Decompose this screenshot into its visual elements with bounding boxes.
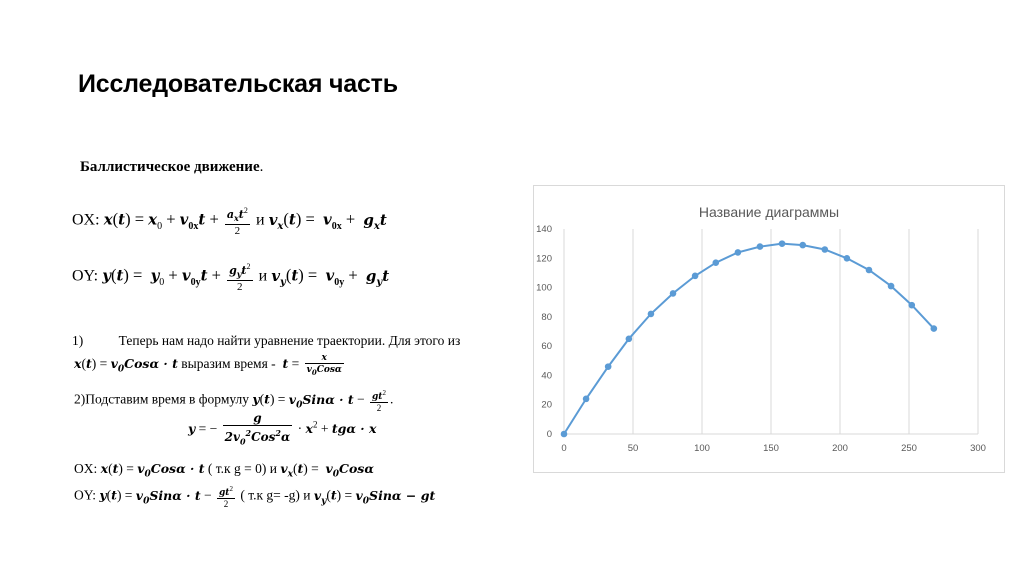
step2-fraction: $\frac{gt^2}{2}$: [372, 389, 386, 413]
y-tick-label: 80: [541, 311, 552, 323]
step2-line: 2)Подставим время в формулу $y(t) = v_0Sin\alpha \cdot t$ − $\frac{gt^2}{2}$ .: [74, 389, 394, 413]
data-point: [735, 249, 742, 256]
y-tick-label: 20: [541, 399, 552, 411]
x-tick-label: 100: [694, 443, 710, 454]
series-points: [561, 240, 937, 437]
ox-result: OX: $x(t) = v_0Cos\alpha \cdot t$ ( т.к g = 0) и $v_x(t) = v_0Cos\alpha$: [74, 461, 374, 480]
oy-result-label: OY:: [74, 487, 97, 503]
data-point: [626, 336, 633, 343]
time-fraction: $\frac{x}{v_0Cos\alpha}$: [306, 353, 342, 377]
step1-formula: $x(t) = v_0Cos\alpha \cdot t$ выразим время - t = $\frac{x}{v_0Cos\alpha}$: [74, 353, 342, 377]
oy-and-word: и: [258, 267, 268, 285]
ox-result-label: OX:: [74, 461, 98, 476]
step1-line: [72, 333, 460, 349]
x-tick-label: 0: [561, 443, 567, 454]
chart-ticks: [536, 224, 986, 454]
data-point: [908, 302, 915, 309]
data-point: [561, 431, 568, 438]
data-point: [799, 242, 806, 249]
y-tick-label: 40: [541, 370, 552, 382]
y-tick-label: 120: [536, 253, 552, 265]
y-tick-label: 100: [536, 282, 552, 294]
data-point: [931, 325, 938, 332]
ox-result-note: ( т.к g = 0) и: [207, 461, 277, 476]
chart-grid: [564, 229, 978, 434]
subtitle-text: Баллистическое движение: [80, 159, 260, 175]
x-tick-label: 50: [627, 443, 639, 454]
x-tick-label: 200: [832, 443, 848, 454]
data-point: [583, 396, 590, 403]
data-point: [692, 273, 699, 280]
oy-fraction: $\frac{g_yt^2}{2}$: [229, 262, 251, 293]
data-point: [888, 283, 895, 290]
oy-label: OY:: [72, 267, 99, 285]
trajectory-formula: y = − $\frac{g}{2v_0^2Cos^2\alpha}$ · $x^2 + tg\alpha \cdot x$: [188, 411, 377, 447]
y-tick-label: 60: [541, 341, 552, 353]
ox-fraction: $\frac{a_xt^2}{2}$: [226, 206, 248, 237]
y-tick-label: 0: [546, 429, 552, 440]
ox-label: OX:: [72, 211, 100, 229]
series-line: [564, 244, 934, 434]
oy-result-fraction: $\frac{gt^2}{2}$: [219, 485, 233, 509]
oy-result: OY: $y(t) = v_0Sin\alpha \cdot t$ − $\frac{gt^2}{2}$ ( т.к g= -g) и $v_y(t) = v_0Sin\alpha$ − gt: [74, 485, 436, 509]
step1-tail: выразим время -: [181, 356, 276, 371]
data-point: [866, 267, 873, 274]
data-point: [779, 240, 786, 247]
x-tick-label: 300: [970, 443, 986, 454]
subtitle-dot: .: [259, 159, 264, 175]
chart-svg: [534, 186, 1004, 472]
oy-equation: OY: $y(t) = y_0 + v_{0y}t$ + $\frac{g_yt^2}{2}$ и $v_y(t) = v_{0y} + g_yt$: [72, 262, 390, 293]
x-tick-label: 250: [901, 443, 917, 454]
step1-text: Теперь нам надо найти уравнение траектории. Для этого из: [118, 333, 461, 348]
data-point: [822, 246, 829, 253]
ox-and-word: и: [256, 211, 265, 229]
trajectory-chart: [533, 185, 1005, 473]
ox-equation: OX: $x(t) = x_0 + v_{0x}t$ + $\frac{a_xt^2}{2}$ и $v_x(t) = v_{0x} + g_xt$: [72, 206, 387, 237]
data-point: [605, 363, 612, 370]
section-subtitle: [80, 159, 263, 176]
step1-number: 1): [72, 333, 84, 348]
data-point: [648, 311, 655, 318]
data-point: [670, 290, 677, 297]
chart-title: Название диаграммы: [698, 204, 840, 220]
data-point: [757, 243, 764, 250]
y-tick-label: 140: [536, 224, 552, 235]
oy-result-note: ( т.к g= -g) и: [240, 487, 311, 503]
data-point: [844, 255, 851, 262]
x-tick-label: 150: [763, 443, 779, 454]
step2-text: 2)Подставим время в формулу: [74, 391, 250, 407]
slide-title: Исследовательская часть: [78, 70, 398, 98]
data-point: [713, 259, 720, 266]
trajectory-fraction: $\frac{g}{2v_0^2Cos^2\alpha}$: [224, 411, 291, 447]
